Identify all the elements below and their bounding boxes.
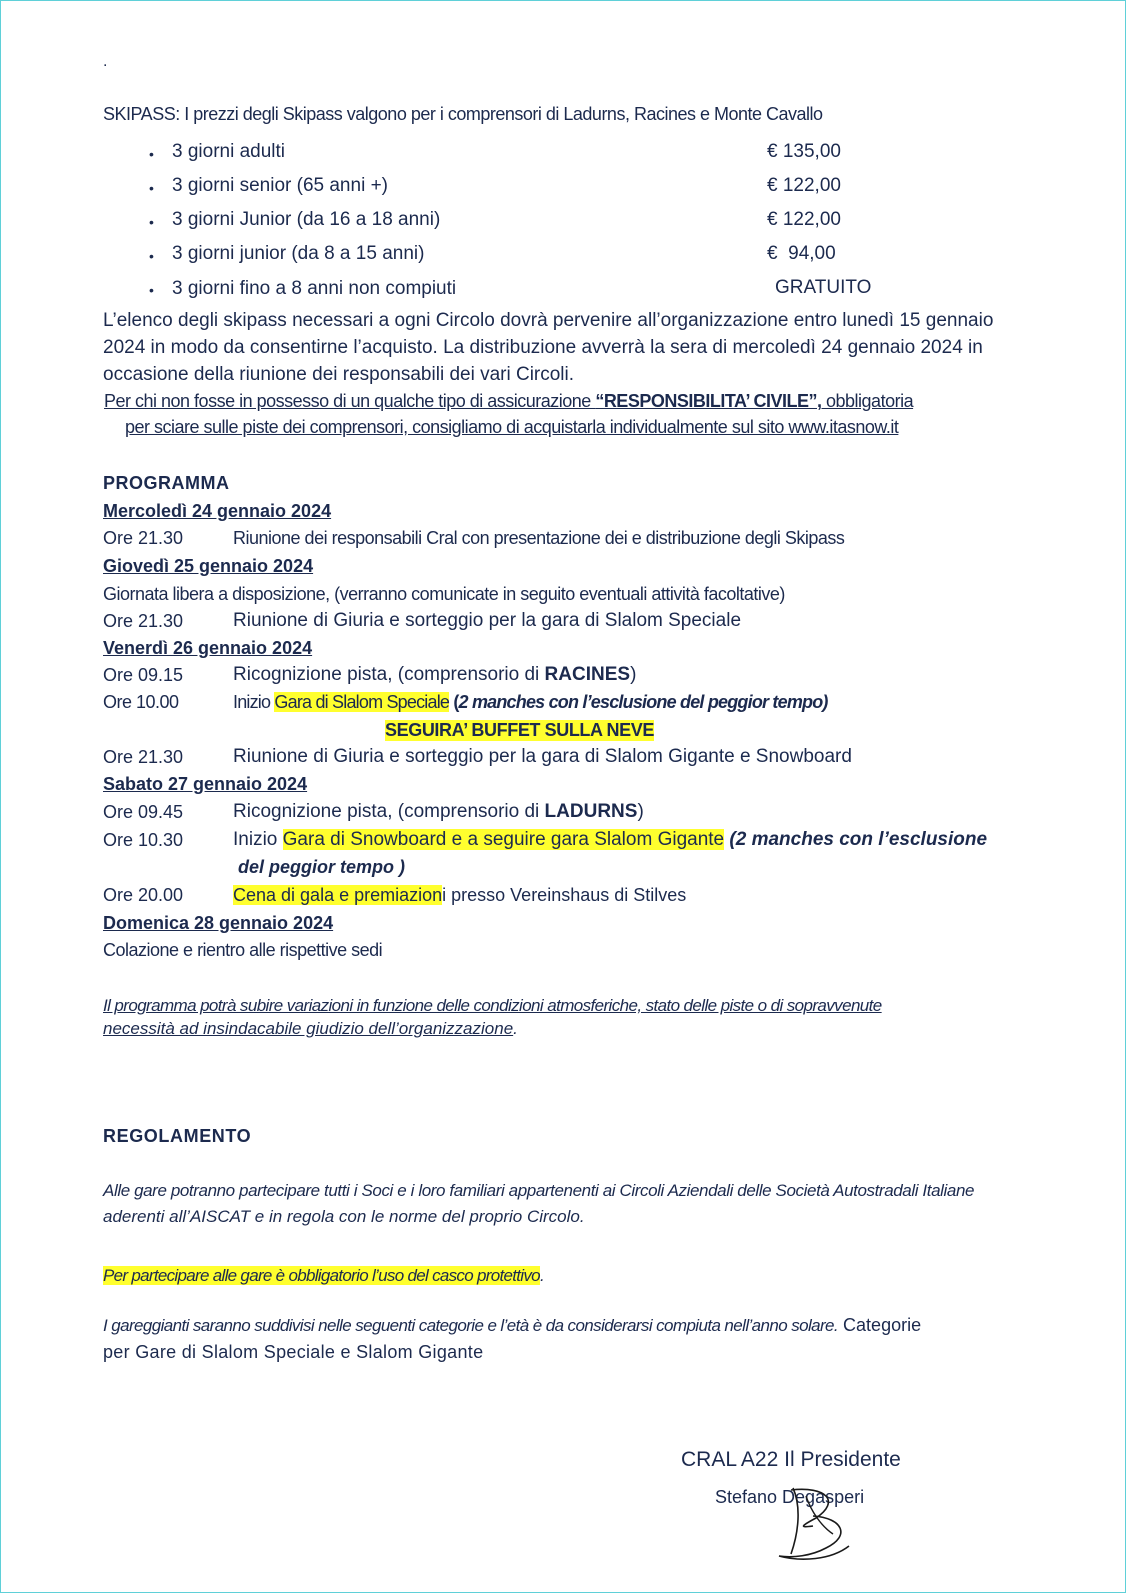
event-text	[233, 829, 987, 851]
programma-disclaimer-line-1: Il programma potrà subire variazioni in funzione delle condizioni atmosferiche, stato delle piste o di sopravvenute	[103, 996, 882, 1015]
event-time: Ore 20.00	[103, 885, 184, 905]
event-text	[233, 664, 636, 686]
insurance-line-1	[104, 391, 913, 412]
event-text: Riunione di Giuria e sorteggio per la gara di Slalom Gigante e Snowboard	[233, 746, 852, 767]
skipass-intro: SKIPASS: I prezzi degli Skipass valgono per i comprensori di Ladurns, Racines e Monte Cavallo	[103, 104, 823, 124]
event-text: Giornata libera a disposizione, (verranno comunicate in seguito eventuali attività facoltative)	[103, 584, 785, 604]
programma-disclaimer-line-2	[103, 1019, 518, 1039]
categories-line-2: per Gare di Slalom Speciale e Slalom Gigante	[103, 1342, 484, 1362]
signature-name: Stefano Degasperi	[715, 1487, 865, 1507]
skipass-item-label: 3 giorni fino a 8 anni non compiuti	[172, 278, 457, 299]
disclaimer-text: necessità ad insindacabile giudizio dell’organizzazione	[103, 1019, 514, 1038]
event-text: Colazione e rientro alle rispettive sedi	[103, 940, 383, 960]
stray-dot: .	[103, 53, 108, 70]
insurance-line-2: per sciare sulle piste dei comprensori, consigliamo di acquistarla individualmente sul sito www.itasnow.it	[125, 417, 899, 437]
event-text: Riunione di Giuria e sorteggio per la gara di Slalom Speciale	[233, 610, 742, 631]
event-text-part: Ricognizione pista, (comprensorio di	[233, 801, 545, 822]
regolamento-paragraph-line: Alle gare potranno partecipare tutti i Soci e i loro familiari appartenenti ai Circoli Aziendali delle Società Autostradali Italiane	[103, 1181, 975, 1200]
skipass-item-label: 3 giorni adulti	[172, 141, 286, 162]
day-heading: Venerdì 26 gennaio 2024	[103, 638, 313, 658]
bullet: •	[149, 180, 154, 196]
bullet: •	[149, 248, 154, 264]
regolamento-paragraph-line: aderenti all’AISCAT e in regola con le norme del proprio Circolo.	[103, 1207, 585, 1226]
skipass-paragraph-line: 2024 in modo da consentirne l’acquisto. La distribuzione avverrà la sera di mercoledì 24 gennaio 2024 in	[103, 337, 983, 358]
signature-role: CRAL A22 Il Presidente	[681, 1448, 901, 1471]
skipass-item-price: € 135,00	[767, 141, 841, 162]
event-time: Ore 09.15	[103, 665, 184, 685]
event-time: Ore 10.00	[103, 692, 179, 712]
event-text-part: i presso Vereinshaus di Stilves	[442, 885, 687, 905]
helmet-rule	[103, 1266, 544, 1286]
event-text: Riunione dei responsabili Cral con presentazione dei e distribuzione degli Skipass	[233, 528, 845, 548]
skipass-item-label: 3 giorni Junior (da 16 a 18 anni)	[172, 209, 441, 230]
disclaimer-text: .	[513, 1019, 518, 1038]
highlighted-dinner: Cena di gala e premiazion	[233, 885, 443, 905]
insurance-text: obbligatoria	[821, 391, 914, 411]
skipass-paragraph-line: L’elenco degli skipass necessari a ogni Circolo dovrà pervenire all’organizzazione entro lunedì 15 gennaio	[103, 310, 994, 331]
skipass-paragraph-line: occasione della riunione dei responsabili dei vari Circoli.	[103, 364, 575, 385]
helmet-rule-text: Per partecipare alle gare è obbligatorio l’uso del casco protettivo	[103, 1266, 540, 1285]
event-text-part: Inizio	[233, 692, 275, 712]
categories-text: I gareggianti saranno suddivisi nelle seguenti categorie e l’età è da considerarsi compiuta nell’anno solare.	[103, 1316, 839, 1335]
helmet-rule-text: .	[539, 1266, 544, 1285]
day-heading: Sabato 27 gennaio 2024	[103, 774, 308, 794]
event-text	[233, 801, 644, 823]
skipass-item-price: € 94,00	[767, 243, 836, 264]
resort-name: LADURNS	[544, 801, 638, 822]
buffet-banner: SEGUIRA’ BUFFET SULLA NEVE	[385, 720, 654, 740]
handwritten-signature	[771, 1476, 871, 1566]
insurance-emphasis: “RESPONSIBILITA’ CIVILE”,	[595, 391, 822, 411]
insurance-text: Per chi non fosse in possesso di un qualche tipo di assicurazione	[104, 391, 596, 411]
race-note: 2 manches con l’esclusione del peggior tempo)	[458, 692, 828, 712]
event-time: Ore 09.45	[103, 802, 184, 822]
event-text	[233, 885, 686, 906]
categories-text: Categorie	[838, 1315, 922, 1335]
bullet: •	[149, 282, 154, 298]
day-heading: Domenica 28 gennaio 2024	[103, 913, 334, 933]
regolamento-title: REGOLAMENTO	[103, 1126, 252, 1146]
event-text-part: Ricognizione pista, (comprensorio di	[233, 664, 545, 685]
bullet: •	[149, 214, 154, 230]
event-time: Ore 21.30	[103, 528, 184, 548]
event-time: Ore 21.30	[103, 747, 184, 767]
race-note: (2 manches con l’esclusione	[724, 829, 988, 850]
race-note-continued: del peggior tempo )	[238, 857, 406, 877]
event-text-part: )	[630, 664, 637, 685]
programma-title: PROGRAMMA	[103, 473, 230, 493]
categories-line-1	[103, 1315, 921, 1336]
skipass-item-price: GRATUITO	[775, 277, 872, 298]
skipass-item-price: € 122,00	[767, 209, 841, 230]
event-text	[233, 692, 828, 713]
skipass-item-label: 3 giorni senior (65 anni +)	[172, 175, 388, 196]
event-time: Ore 21.30	[103, 611, 184, 631]
skipass-item-label: 3 giorni junior (da 8 a 15 anni)	[172, 243, 425, 264]
bullet: •	[149, 146, 154, 162]
skipass-item-price: € 122,00	[767, 175, 841, 196]
highlighted-race: Gara di Snowboard e a seguire gara Slalom Gigante	[282, 829, 725, 850]
highlighted-race: Gara di Slalom Speciale	[274, 692, 450, 712]
event-text-part: Inizio	[233, 829, 283, 850]
event-time: Ore 10.30	[103, 830, 184, 850]
day-heading: Mercoledì 24 gennaio 2024	[103, 501, 332, 521]
event-text-part: (	[449, 692, 459, 712]
day-heading: Giovedì 25 gennaio 2024	[103, 556, 314, 576]
event-text-part: )	[637, 801, 644, 822]
resort-name: RACINES	[544, 664, 631, 685]
